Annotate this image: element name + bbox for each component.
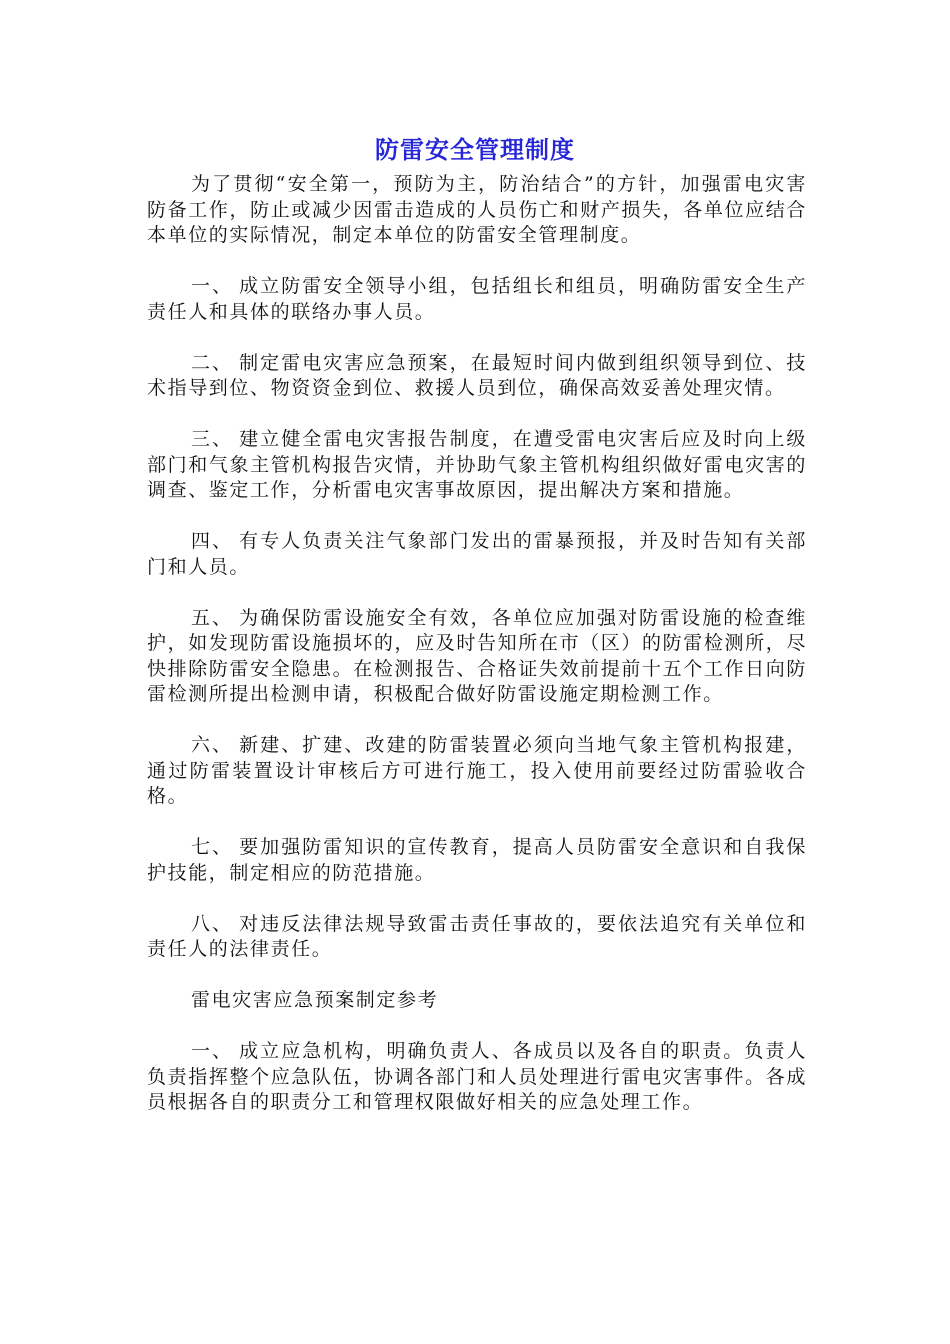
- paragraph-item-2: [147, 351, 807, 402]
- paragraph-item-1: [147, 274, 807, 325]
- paragraph-number: 一、: [191, 275, 234, 297]
- section-heading: [147, 988, 807, 1014]
- paragraph-number: 一、: [191, 1040, 234, 1062]
- paragraph-item-5: [147, 606, 807, 708]
- paragraph-text: 成立应急机构，明确负责人、各成员以及各自的职责。负责人负责指挥整个应急队伍，协调各部门和人员处理进行雷电灾害事件。各成员根据各自的职责分工和管理权限做好相关的应急处理工作。: [147, 1040, 808, 1113]
- page-title: 防雷安全管理制度: [375, 136, 575, 164]
- paragraph-number: 七、: [191, 836, 234, 858]
- paragraph-intro: [147, 172, 807, 249]
- paragraph-item-4: [147, 529, 807, 580]
- paragraph-text: 建立健全雷电灾害报告制度，在遭受雷电灾害后应及时向上级部门和气象主管机构报告灾情，并协助气象主管机构组织做好雷电灾害的调查、鉴定工作，分析雷电灾害事故原因，提出解决方案和措施。: [147, 428, 808, 501]
- paragraph-number: 六、: [191, 734, 234, 756]
- paragraph-text: 为了贯彻“安全第一，预防为主，防治结合”的方针，加强雷电灾害防备工作，防止或减少因雷击造成的人员伤亡和财产损失，各单位应结合本单位的实际情况，制定本单位的防雷安全管理制度。: [147, 173, 807, 246]
- paragraph-text: 成立防雷安全领导小组，包括组长和组员，明确防雷安全生产责任人和具体的联络办事人员。: [147, 275, 808, 323]
- paragraph-text: 雷电灾害应急预案制定参考: [191, 989, 439, 1011]
- paragraph-item-3: [147, 427, 807, 504]
- paragraph-item-7: [147, 835, 807, 886]
- paragraph-text: 制定雷电灾害应急预案，在最短时间内做到组织领导到位、技术指导到位、物资资金到位、救援人员到位，确保高效妥善处理灾情。: [147, 351, 808, 399]
- paragraph-text: 为确保防雷设施安全有效，各单位应加强对防雷设施的检查维护，如发现防雷设施损坏的，应及时告知所在市（区）的防雷检测所，尽快排除防雷安全隐患。在检测报告、合格证失效前提前十五个工作日向防雷检测所提出检测申请，积极配合做好防雷设施定期检测工作。: [147, 606, 808, 705]
- paragraph-text: 对违反法律法规导致雷击责任事故的，要依法追究有关单位和责任人的法律责任。: [147, 912, 808, 960]
- paragraph-text: 有专人负责关注气象部门发出的雷暴预报，并及时告知有关部门和人员。: [147, 530, 808, 578]
- paragraph-number: 八、: [191, 912, 234, 935]
- paragraph-number: 三、: [191, 428, 234, 450]
- paragraph-text: 要加强防雷知识的宣传教育，提高人员防雷安全意识和自我保护技能，制定相应的防范措施。: [147, 836, 808, 884]
- paragraph-text: 新建、扩建、改建的防雷装置必须向当地气象主管机构报建，通过防雷装置设计审核后方可进行施工，投入使用前要经过防雷验收合格。: [147, 734, 808, 807]
- paragraph-plan-item-1: [147, 1039, 807, 1116]
- paragraph-number: 五、: [191, 606, 234, 629]
- paragraph-number: 二、: [191, 351, 234, 374]
- paragraph-item-8: [147, 912, 807, 963]
- paragraph-item-6: [147, 733, 807, 810]
- document-body: [147, 172, 807, 1141]
- paragraph-number: 四、: [191, 530, 234, 552]
